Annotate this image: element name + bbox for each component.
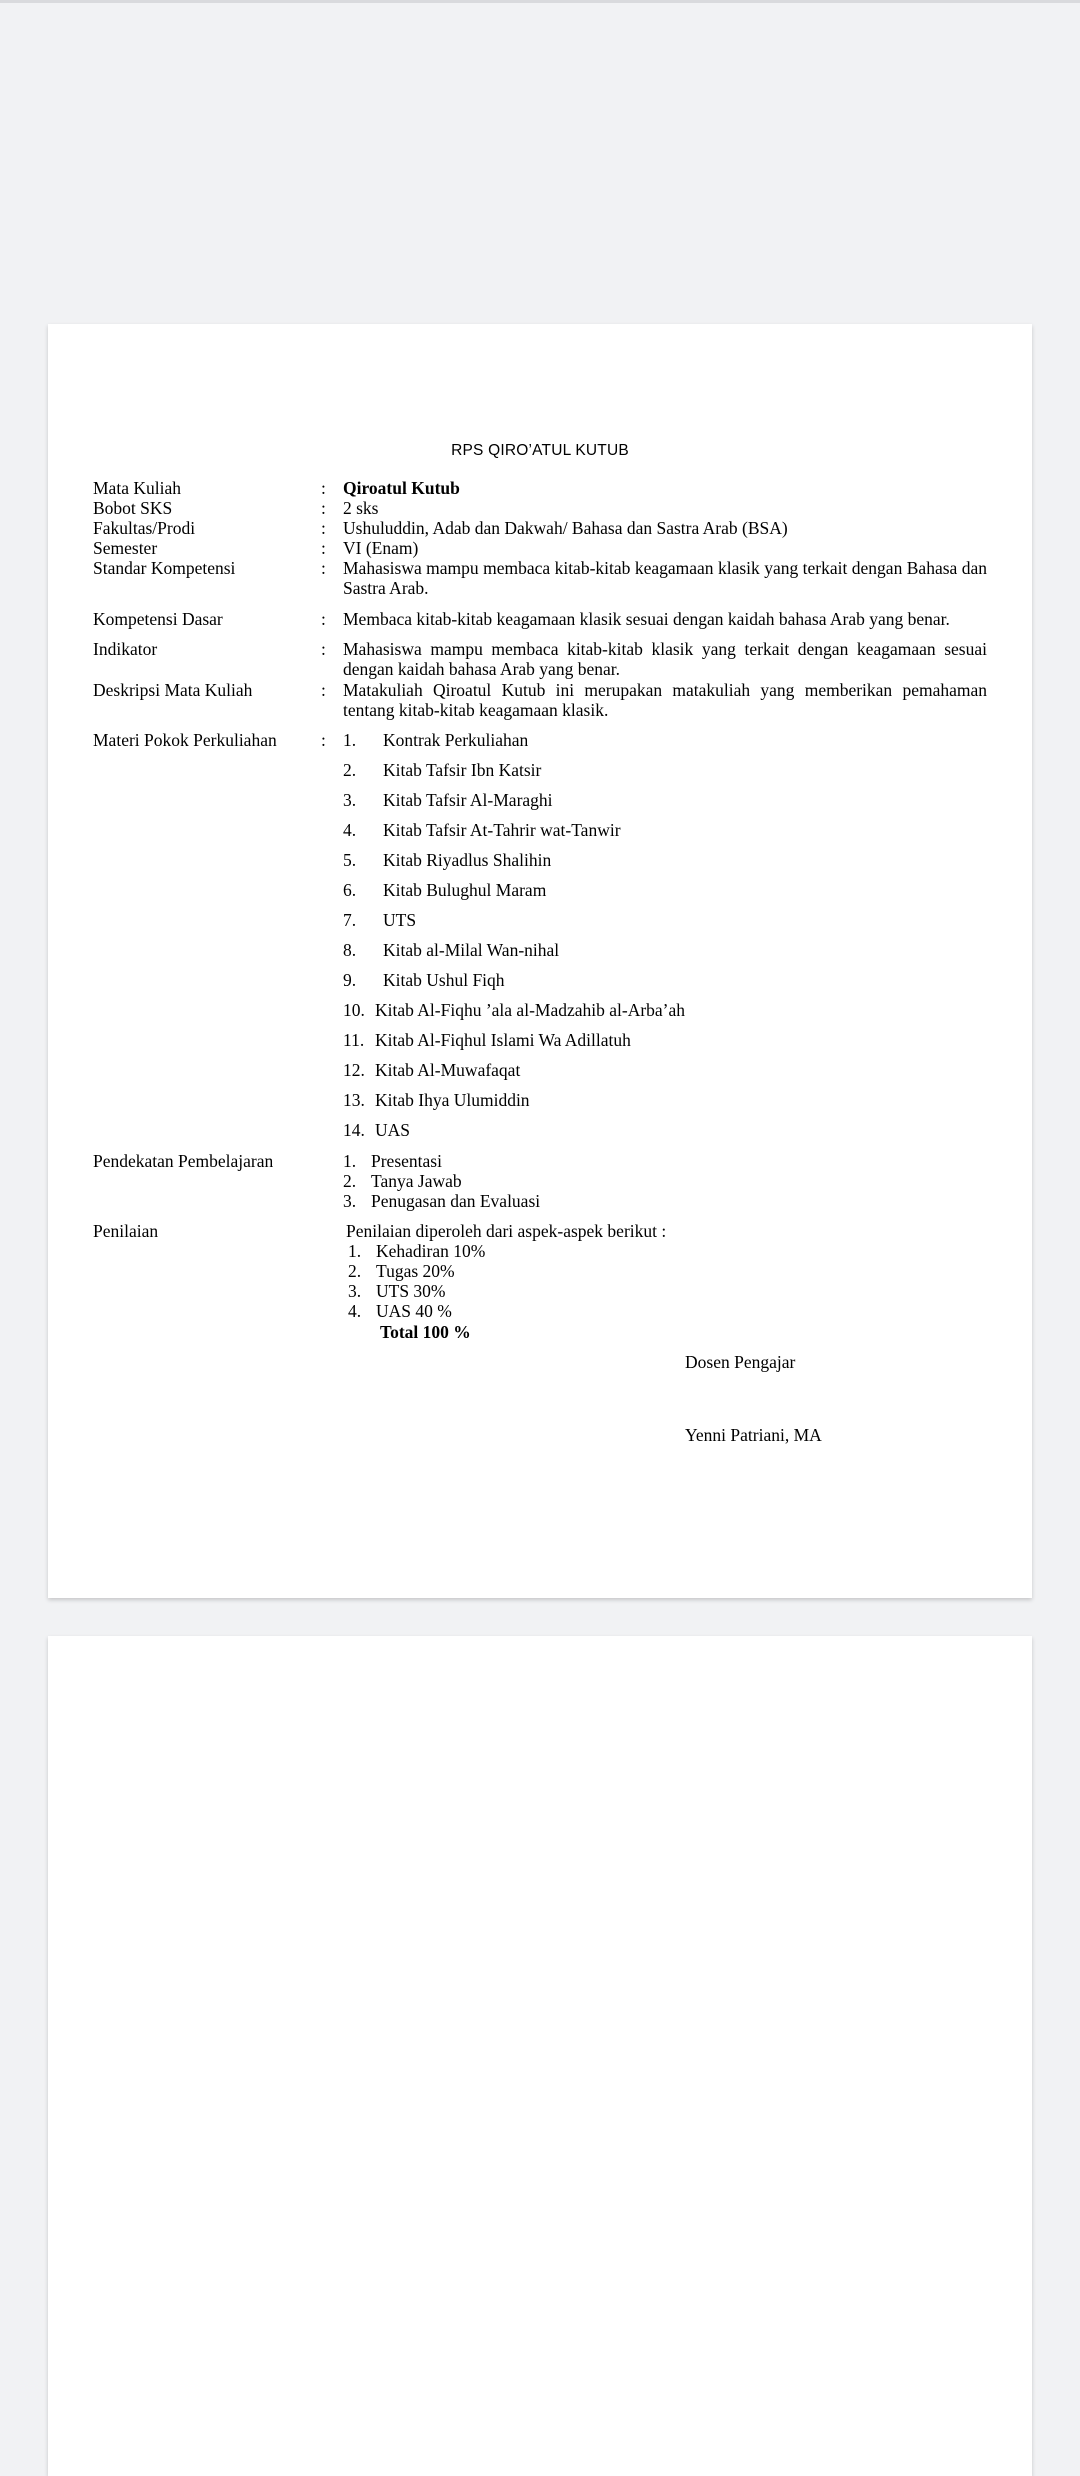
list-item xyxy=(348,1261,455,1281)
list-number: 10. xyxy=(343,1000,365,1020)
list-text: Kitab Riyadlus Shalihin xyxy=(383,850,552,870)
list-text: Penugasan dan Evaluasi xyxy=(371,1191,541,1211)
list-item xyxy=(343,1060,520,1080)
list-number: 7. xyxy=(343,910,357,930)
field-value: VI (Enam) xyxy=(343,538,419,558)
list-item xyxy=(343,970,505,990)
list-item xyxy=(343,940,559,960)
list-item xyxy=(343,850,551,870)
field-label: Kompetensi Dasar xyxy=(93,609,223,629)
list-text: Kitab Tafsir At-Tahrir wat-Tanwir xyxy=(383,820,621,840)
list-item xyxy=(343,1191,540,1211)
field-value: Mahasiswa mampu membaca kitab-kitab keagamaan klasik yang terkait dengan Bahasa dan Sastra Arab. xyxy=(343,558,987,598)
list-text: Kitab Bulughul Maram xyxy=(383,880,547,900)
list-text: Kehadiran 10% xyxy=(376,1241,486,1261)
list-item xyxy=(343,1000,685,1020)
field-value: Qiroatul Kutub xyxy=(343,478,460,498)
list-number: 14. xyxy=(343,1120,365,1140)
list-number: 3. xyxy=(343,790,357,810)
penilaian-intro: Penilaian diperoleh dari aspek-aspek berikut : xyxy=(346,1221,667,1241)
list-text: Presentasi xyxy=(371,1151,442,1171)
field-label: Mata Kuliah xyxy=(93,478,181,498)
penilaian-label: Penilaian xyxy=(93,1221,159,1241)
field-value: Mahasiswa mampu membaca kitab-kitab klasik yang terkait dengan keagamaan sesuai dengan kaidah bahasa Arab yang benar. xyxy=(343,639,987,679)
list-number: 1. xyxy=(348,1241,362,1261)
list-number: 5. xyxy=(343,850,357,870)
field-label: Deskripsi Mata Kuliah xyxy=(93,680,253,700)
list-item xyxy=(348,1241,485,1261)
field-value: Ushuluddin, Adab dan Dakwah/ Bahasa dan Sastra Arab (BSA) xyxy=(343,518,788,538)
list-number: 9. xyxy=(343,970,357,990)
viewer-top-edge xyxy=(0,0,1080,3)
list-number: 3. xyxy=(348,1281,362,1301)
list-text: UTS xyxy=(383,910,417,930)
list-item xyxy=(343,820,621,840)
list-text: UAS xyxy=(375,1120,411,1140)
list-item xyxy=(343,1151,442,1171)
list-text: Kitab Al-Muwafaqat xyxy=(375,1060,521,1080)
field-value: Membaca kitab-kitab keagamaan klasik sesuai dengan kaidah bahasa Arab yang benar. xyxy=(343,609,950,629)
list-text: UAS 40 % xyxy=(376,1301,452,1321)
field-colon: : xyxy=(321,558,326,578)
document-page-2 xyxy=(48,1636,1032,2476)
list-number: 3. xyxy=(343,1191,357,1211)
list-item xyxy=(343,730,528,750)
penilaian-total: Total 100 % xyxy=(380,1322,471,1342)
list-number: 11. xyxy=(343,1030,365,1050)
list-number: 1. xyxy=(343,730,357,750)
list-text: Kontrak Perkuliahan xyxy=(383,730,529,750)
field-label: Semester xyxy=(93,538,158,558)
list-item xyxy=(348,1301,452,1321)
list-number: 2. xyxy=(348,1261,362,1281)
list-item xyxy=(343,760,541,780)
list-item xyxy=(343,1171,462,1191)
list-item xyxy=(343,1120,410,1140)
list-text: Kitab al-Milal Wan-nihal xyxy=(383,940,560,960)
list-item xyxy=(343,1030,631,1050)
list-text: Tanya Jawab xyxy=(371,1171,462,1191)
list-text: Kitab Ihya Ulumiddin xyxy=(375,1090,530,1110)
list-number: 4. xyxy=(348,1301,362,1321)
signature-role: Dosen Pengajar xyxy=(685,1352,796,1372)
list-number: 8. xyxy=(343,940,357,960)
list-text: Kitab Al-Fiqhu ’ala al-Madzahib al-Arba’ah xyxy=(375,1000,686,1020)
field-value: Matakuliah Qiroatul Kutub ini merupakan matakuliah yang memberikan pemahaman tentang kitab-kitab keagamaan klasik. xyxy=(343,680,987,720)
list-text: UTS 30% xyxy=(376,1281,446,1301)
field-colon: : xyxy=(321,730,326,750)
field-colon: : xyxy=(321,498,326,518)
field-value: 2 sks xyxy=(343,498,379,518)
list-number: 1. xyxy=(343,1151,357,1171)
document-title: RPS QIRO’ATUL KUTUB xyxy=(451,442,629,459)
document-page-1 xyxy=(48,324,1032,1598)
signature-name: Yenni Patriani, MA xyxy=(685,1425,822,1445)
field-label: Fakultas/Prodi xyxy=(93,518,196,538)
list-text: Kitab Al-Fiqhul Islami Wa Adillatuh xyxy=(375,1030,631,1050)
field-label: Indikator xyxy=(93,639,158,659)
field-colon: : xyxy=(321,478,326,498)
pendekatan-label: Pendekatan Pembelajaran xyxy=(93,1151,274,1171)
field-colon: : xyxy=(321,518,326,538)
field-colon: : xyxy=(321,680,326,700)
field-label: Standar Kompetensi xyxy=(93,558,236,578)
list-item xyxy=(343,1090,530,1110)
list-text: Kitab Tafsir Ibn Katsir xyxy=(383,760,542,780)
list-item xyxy=(348,1281,446,1301)
list-text: Kitab Ushul Fiqh xyxy=(383,970,505,990)
field-colon: : xyxy=(321,609,326,629)
field-colon: : xyxy=(321,639,326,659)
materi-label: Materi Pokok Perkuliahan xyxy=(93,730,277,750)
list-number: 6. xyxy=(343,880,357,900)
field-label: Bobot SKS xyxy=(93,498,173,518)
list-number: 2. xyxy=(343,760,357,780)
list-item xyxy=(343,910,416,930)
list-number: 12. xyxy=(343,1060,365,1080)
list-number: 2. xyxy=(343,1171,357,1191)
list-item xyxy=(343,790,553,810)
list-text: Kitab Tafsir Al-Maraghi xyxy=(383,790,553,810)
field-colon: : xyxy=(321,538,326,558)
list-text: Tugas 20% xyxy=(376,1261,455,1281)
list-number: 4. xyxy=(343,820,357,840)
list-number: 13. xyxy=(343,1090,365,1110)
list-item xyxy=(343,880,546,900)
